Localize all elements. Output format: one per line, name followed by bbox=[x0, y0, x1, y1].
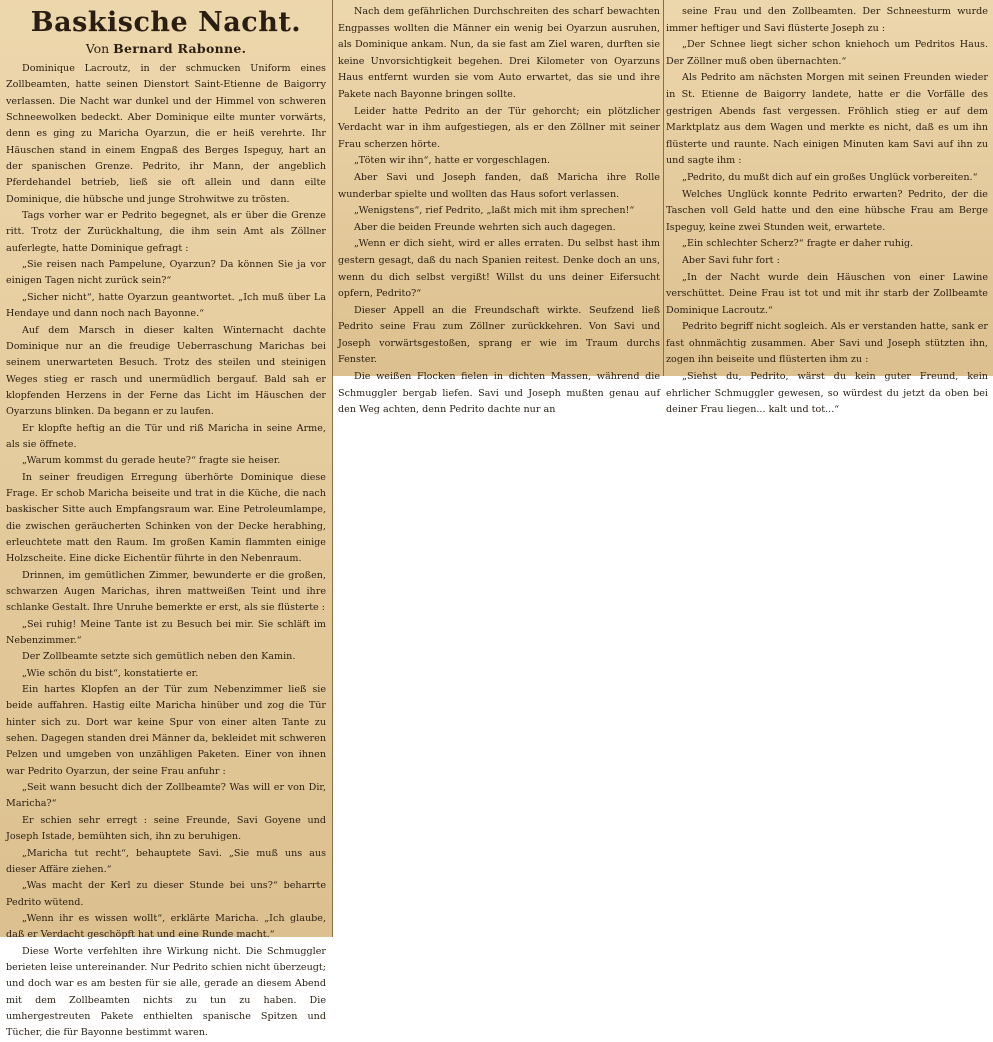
paragraph: „Wenigstens“, rief Pedrito, „laßt mich mit ihm sprechen!“ bbox=[354, 205, 635, 217]
paragraph: „Der Schnee liegt sicher schon kniehoch um Pedritos Haus. Der Zöllner muß oben übernachten.“ bbox=[666, 39, 988, 67]
column-rule bbox=[332, 0, 333, 937]
paragraph: „Wenn ihr es wissen wollt“, erklärte Maricha. „Ich glaube, daß er Verdacht geschöpft hat und eine Runde macht.“ bbox=[6, 912, 326, 941]
paragraph: „Siehst du, Pedrito, wärst du kein guter Freund, kein ehrlicher Schmuggler gewesen, so würdest du jetzt da oben bei deiner Frau liegen... kalt und tot...“ bbox=[666, 371, 988, 416]
article-column-3 bbox=[666, 4, 988, 416]
paragraph: Dieser Appell an die Freundschaft wirkte. Seufzend ließ Pedrito seine Frau zum Zöllner zurückkehren. Von Savi und Joseph vorwärtsgestoßen, sprang er wie im Traum durchs Fenster. bbox=[338, 304, 660, 366]
paragraph: Er klopfte heftig an die Tür und riß Maricha in seine Arme, als sie öffnete. bbox=[6, 422, 326, 450]
article-column-2 bbox=[338, 4, 660, 416]
paragraph: Welches Unglück konnte Pedrito erwarten? Pedrito, der die Taschen voll Geld hatte und den eine hübsche Frau am Berge Ispeguy, keine zwei Stunden weit, erwartete. bbox=[666, 188, 988, 233]
paragraph: In seiner freudigen Erregung überhörte Dominique diese Frage. Er schob Maricha beiseite und trat in die Küche, die nach baskischer Sitte auch Empfangsraum war. Eine Petroleumlampe, die zwischen geräucherten Schinken von der Decke herabhing, erleuchtete matt den Raum. Im großen Kamin flammten einige Holzscheite. Eine dicke Eichentür führte in den Nebenraum. bbox=[6, 471, 326, 565]
paragraph: „Wenn er dich sieht, wird er alles erraten. Du selbst hast ihm gestern gesagt, daß du nach Spanien reitest. Denke doch an uns, wenn du dich selbst vergißt! Willst du uns deiner Eifersucht opfern, Pedrito?“ bbox=[338, 238, 660, 300]
paragraph: Aber Savi und Joseph fanden, daß Maricha ihre Rolle wunderbar spielte und wollten das Haus sofort verlassen. bbox=[338, 171, 660, 200]
paragraph: seine Frau und den Zollbeamten. Der Schneesturm wurde immer heftiger und Savi flüsterte Joseph zu : bbox=[666, 6, 988, 34]
paragraph: „Sei ruhig! Meine Tante ist zu Besuch bei mir. Sie schläft im Nebenzimmer.“ bbox=[6, 618, 326, 647]
article-author: Bernard Rabonne. bbox=[113, 41, 247, 56]
column-2-body bbox=[338, 4, 660, 419]
paragraph: „Sie reisen nach Pampelune, Oyarzun? Da können Sie ja vor einigen Tagen nicht zurück sein?“ bbox=[6, 259, 326, 287]
paragraph: Aber die beiden Freunde wehrten sich auch dagegen. bbox=[354, 221, 616, 233]
paragraph: „Ein schlechter Scherz?“ fragte er daher ruhig. bbox=[682, 238, 914, 250]
paragraph: Leider hatte Pedrito an der Tür gehorcht; ein plötzlicher Verdacht war in ihm aufgestiegen, als er den Zöllner mit seiner Frau scherzen hörte. bbox=[338, 105, 660, 150]
paragraph: Tags vorher war er Pedrito begegnet, als er über die Grenze ritt. Trotz der Zurückhaltung, die ihm sein Amt als Zöllner auferlegte, hatte Dominique gefragt : bbox=[6, 210, 326, 254]
paragraph: Ein hartes Klopfen an der Tür zum Nebenzimmer ließ sie beide auffahren. Hastig eilte Maricha hinüber und zog die Tür hinter sich zu. Dort war keine Spur von einer alten Tante zu sehen. Dagegen standen drei Männer da, bekleidet mit schweren Pelzen und umgeben von unzähligen Paketen. Einer von ihnen war Pedrito Oyarzun, der seine Frau anfuhr : bbox=[6, 684, 326, 777]
paragraph: Die weißen Flocken fielen in dichten Massen, während die Schmuggler bergab liefen. Savi und Joseph mußten genau auf den Weg achten, denn Pedrito dachte nur an bbox=[338, 371, 660, 416]
column-rule bbox=[663, 0, 664, 376]
paragraph: „Seit wann besucht dich der Zollbeamte? Was will er von Dir, Maricha?“ bbox=[6, 782, 326, 810]
paragraph: Pedrito begriff nicht sogleich. Als er verstanden hatte, sank er fast ohnmächtig zusammen. Aber Savi und Joseph stützten ihn, zogen ihn beiseite und flüsterten ihm zu : bbox=[666, 321, 988, 366]
paragraph: „Sicher nicht“, hatte Oyarzun geantwortet. „Ich muß über La Hendaye und dann noch nach Bayonne.“ bbox=[6, 291, 326, 320]
paragraph: Als Pedrito am nächsten Morgen mit seinen Freunden wieder in St. Etienne de Baigorry landete, hatte er die Vorfälle des gestrigen Abends fast vergessen. Fröhlich stieg er auf dem Marktplatz aus dem Wagen und merkte es nicht, daß es um ihn flüsterte und raunte. Nach einigen Minuten kam Savi auf ihn zu und sagte ihm : bbox=[666, 72, 988, 167]
paragraph: „Maricha tut recht“, behauptete Savi. „Sie muß uns aus dieser Affäre ziehen.“ bbox=[6, 847, 326, 875]
paragraph: Nach dem gefährlichen Durchschreiten des scharf bewachten Engpasses wollten die Männer ein wenig bei Oyarzun ausruhen, als Dominique ankam. Nun, da sie fast am Ziel waren, durften sie keine Unvorsichtigkeit begehen. Drei Kilometer von Oyarzuns Haus entfernt wurden sie vom Auto erwartet, das sie und ihre Pakete nach Bayonne bringen sollte. bbox=[338, 6, 660, 100]
paragraph: Dominique Lacroutz, in der schmucken Uniform eines Zollbeamten, hatte seinen Dienstort Saint-Etienne de Baigorry verlassen. Die Nacht war dunkel und der Himmel von schweren Schneewolken bedeckt. Aber Dominique eilte munter vorwärts, denn es ging zu Maricha Oyarzun, die er heiß verehrte. Ihr Häuschen stand in einem Engpaß des Berges Ispeguy, hart an der spanischen Grenze. Pedrito, ihr Mann, der angeblich Pferdehandel betrieb, ließ sie oft allein und dann eilte Dominique, die hübsche und junge Strohwitwe zu trösten. bbox=[6, 63, 326, 205]
paragraph: Auf dem Marsch in dieser kalten Winternacht dachte Dominique nur an die freudige Ueberraschung Marichas bei seinem unerwarteten Besuch. Trotz des steilen und steinigen Weges stieg er rasch und unermüdlich bergauf. Bald sah er klopfenden Herzens in der Ferne das Licht im Häuschen der Oyarzuns blinken. Da begann er zu laufen. bbox=[6, 324, 326, 418]
paragraph: Drinnen, im gemütlichen Zimmer, bewunderte er die großen, schwarzen Augen Marichas, ihren mattweißen Teint und ihre schlanke Gestalt. Ihre Unruhe bemerkte er erst, als sie flüsterte : bbox=[6, 569, 326, 614]
column-3-body bbox=[666, 4, 988, 419]
paragraph: Aber Savi fuhr fort : bbox=[682, 254, 780, 266]
paragraph: „Wie schön du bist“, konstatierte er. bbox=[22, 667, 199, 679]
byline-prefix: Von bbox=[85, 41, 110, 56]
column-1-body bbox=[6, 61, 326, 1042]
paragraph: „Töten wir ihn“, hatte er vorgeschlagen. bbox=[354, 155, 551, 167]
article-byline bbox=[6, 40, 326, 58]
paragraph: Er schien sehr erregt : seine Freunde, Savi Goyene und Joseph Istade, bemühten sich, ihn zu beruhigen. bbox=[6, 814, 326, 843]
article-title: Baskische Nacht. bbox=[30, 7, 302, 38]
paragraph: „Warum kommst du gerade heute?“ fragte sie heiser. bbox=[22, 455, 281, 467]
paragraph: Diese Worte verfehlten ihre Wirkung nicht. Die Schmuggler berieten leise untereinander. Nur Pedrito schien nicht überzeugt; und doch war es am besten für sie alle, gerade an diesem Abend mit dem Zollbeamten nichts zu tun zu haben. Die umhergestreuten Pakete enthielten spanische Spitzen und Tücher, die für Bayonne bestimmt waren. bbox=[6, 945, 326, 1039]
article-column-1 bbox=[6, 4, 326, 1039]
paragraph: „In der Nacht wurde dein Häuschen von einer Lawine verschüttet. Deine Frau ist tot und mit ihr starb der Zollbeamte Dominique Lacroutz.“ bbox=[666, 271, 988, 316]
paragraph: Der Zollbeamte setzte sich gemütlich neben den Kamin. bbox=[22, 651, 296, 663]
paragraph: „Pedrito, du mußt dich auf ein großes Unglück vorbereiten.“ bbox=[682, 171, 978, 183]
paragraph: „Was macht der Kerl zu dieser Stunde bei uns?“ beharrte Pedrito wütend. bbox=[6, 880, 326, 908]
